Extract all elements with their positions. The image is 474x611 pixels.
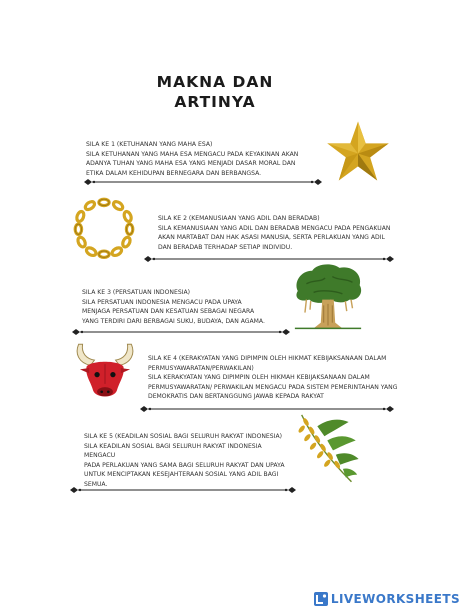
sila-2-heading: SILA KE 2 (KEMANUSIAAN YANG ADIL DAN BERADAB) xyxy=(158,215,320,222)
banyan-tree-icon xyxy=(292,262,364,330)
sila-1-text: SILA KETUHANAN YANG MAHA ESA MENGACU PADA KEYAKINAN AKAN ADANYA TUHAN YANG MAHA ESA YANG MENJADI DASAR MORAL DAN ETIKA DALAM KEHIDUPAN BERNEGARA DAN BERBANGSA. xyxy=(86,150,299,177)
sila-2-text: SILA KEMANUSIAAN YANG ADIL DAN BERADAB MENGACU PADA PENGAKUAN AKAN MARTABAT DAN HAK ASASI MANUSIA, SERTA PERLAKUAN YANG ADIL DAN BERADAB TERHADAP SETIAP INDIVIDU. xyxy=(158,224,391,251)
sila-3-block xyxy=(82,288,292,326)
page-title xyxy=(130,72,300,112)
rice-cotton-icon xyxy=(296,412,360,486)
sila-4-text: SILA KERAKYATAN YANG DIPIMPIN OLEH HIKMAH KEBIJAKSANAAN DALAM PERMUSYAWARATAN/ PERWAKILAN MENGACU PADA SISTEM PEMERINTAHAN YANG DEMOKRATIS DAN BERTANGGUNG JAWAB KEPADA RAKYAT xyxy=(148,374,398,401)
sila-4-block xyxy=(148,354,410,402)
sila-5-text: SILA KEADILAN SOSIAL BAGI SELURUH RAKYAT INDONESIA MENGACU PADA PERLAKUAN YANG SAMA BAGI SELURUH RAKYAT DAN UPAYA UNTUK MENCIPTAKAN KESEJAHTERAAN SOSIAL YANG ADIL BAGI SEMUA. xyxy=(84,442,285,488)
title-line-1: MAKNA DAN xyxy=(156,73,274,91)
bull-head-icon xyxy=(72,340,138,404)
footer-brand xyxy=(314,592,460,606)
sila-2-block xyxy=(158,214,398,252)
footer-brand-text: LIVEWORKSHEETS xyxy=(330,592,460,606)
sila-1-divider xyxy=(84,178,322,186)
sila-3-heading: SILA KE 3 (PERSATUAN INDONESIA) xyxy=(82,289,191,296)
sila-5-block xyxy=(84,432,294,490)
liveworksheets-logo-icon xyxy=(314,592,328,606)
title-line-2: ARTINYA xyxy=(174,93,256,111)
sila-1-heading: SILA KE 1 (KETUHANAN YANG MAHA ESA) xyxy=(86,141,213,148)
sila-5-heading: SILA KE 5 (KEADILAN SOSIAL BAGI SELURUH RAKYAT INDONESIA) xyxy=(84,433,282,440)
star-icon xyxy=(326,118,390,184)
sila-3-text: SILA PERSATUAN INDONESIA MENGACU PADA UPAYA MENJAGA PERSATUAN DAN KESATUAN SEBAGAI NEGARA YANG TERDIRI DARI BERBAGAI SUKU, BUDAYA, DAN AGAMA. xyxy=(82,298,265,325)
sila-1-block xyxy=(86,140,316,178)
footer-bar xyxy=(0,588,474,611)
sila-3-divider xyxy=(72,328,290,336)
chain-icon xyxy=(72,196,136,260)
sila-4-heading: SILA KE 4 (KERAKYATAN YANG DIPIMPIN OLEH HIKMAT KEBIJAKSANAAN DALAM PERMUSYAWARATAN/PERWAKILAN) xyxy=(148,355,387,372)
sila-5-divider xyxy=(70,486,296,494)
